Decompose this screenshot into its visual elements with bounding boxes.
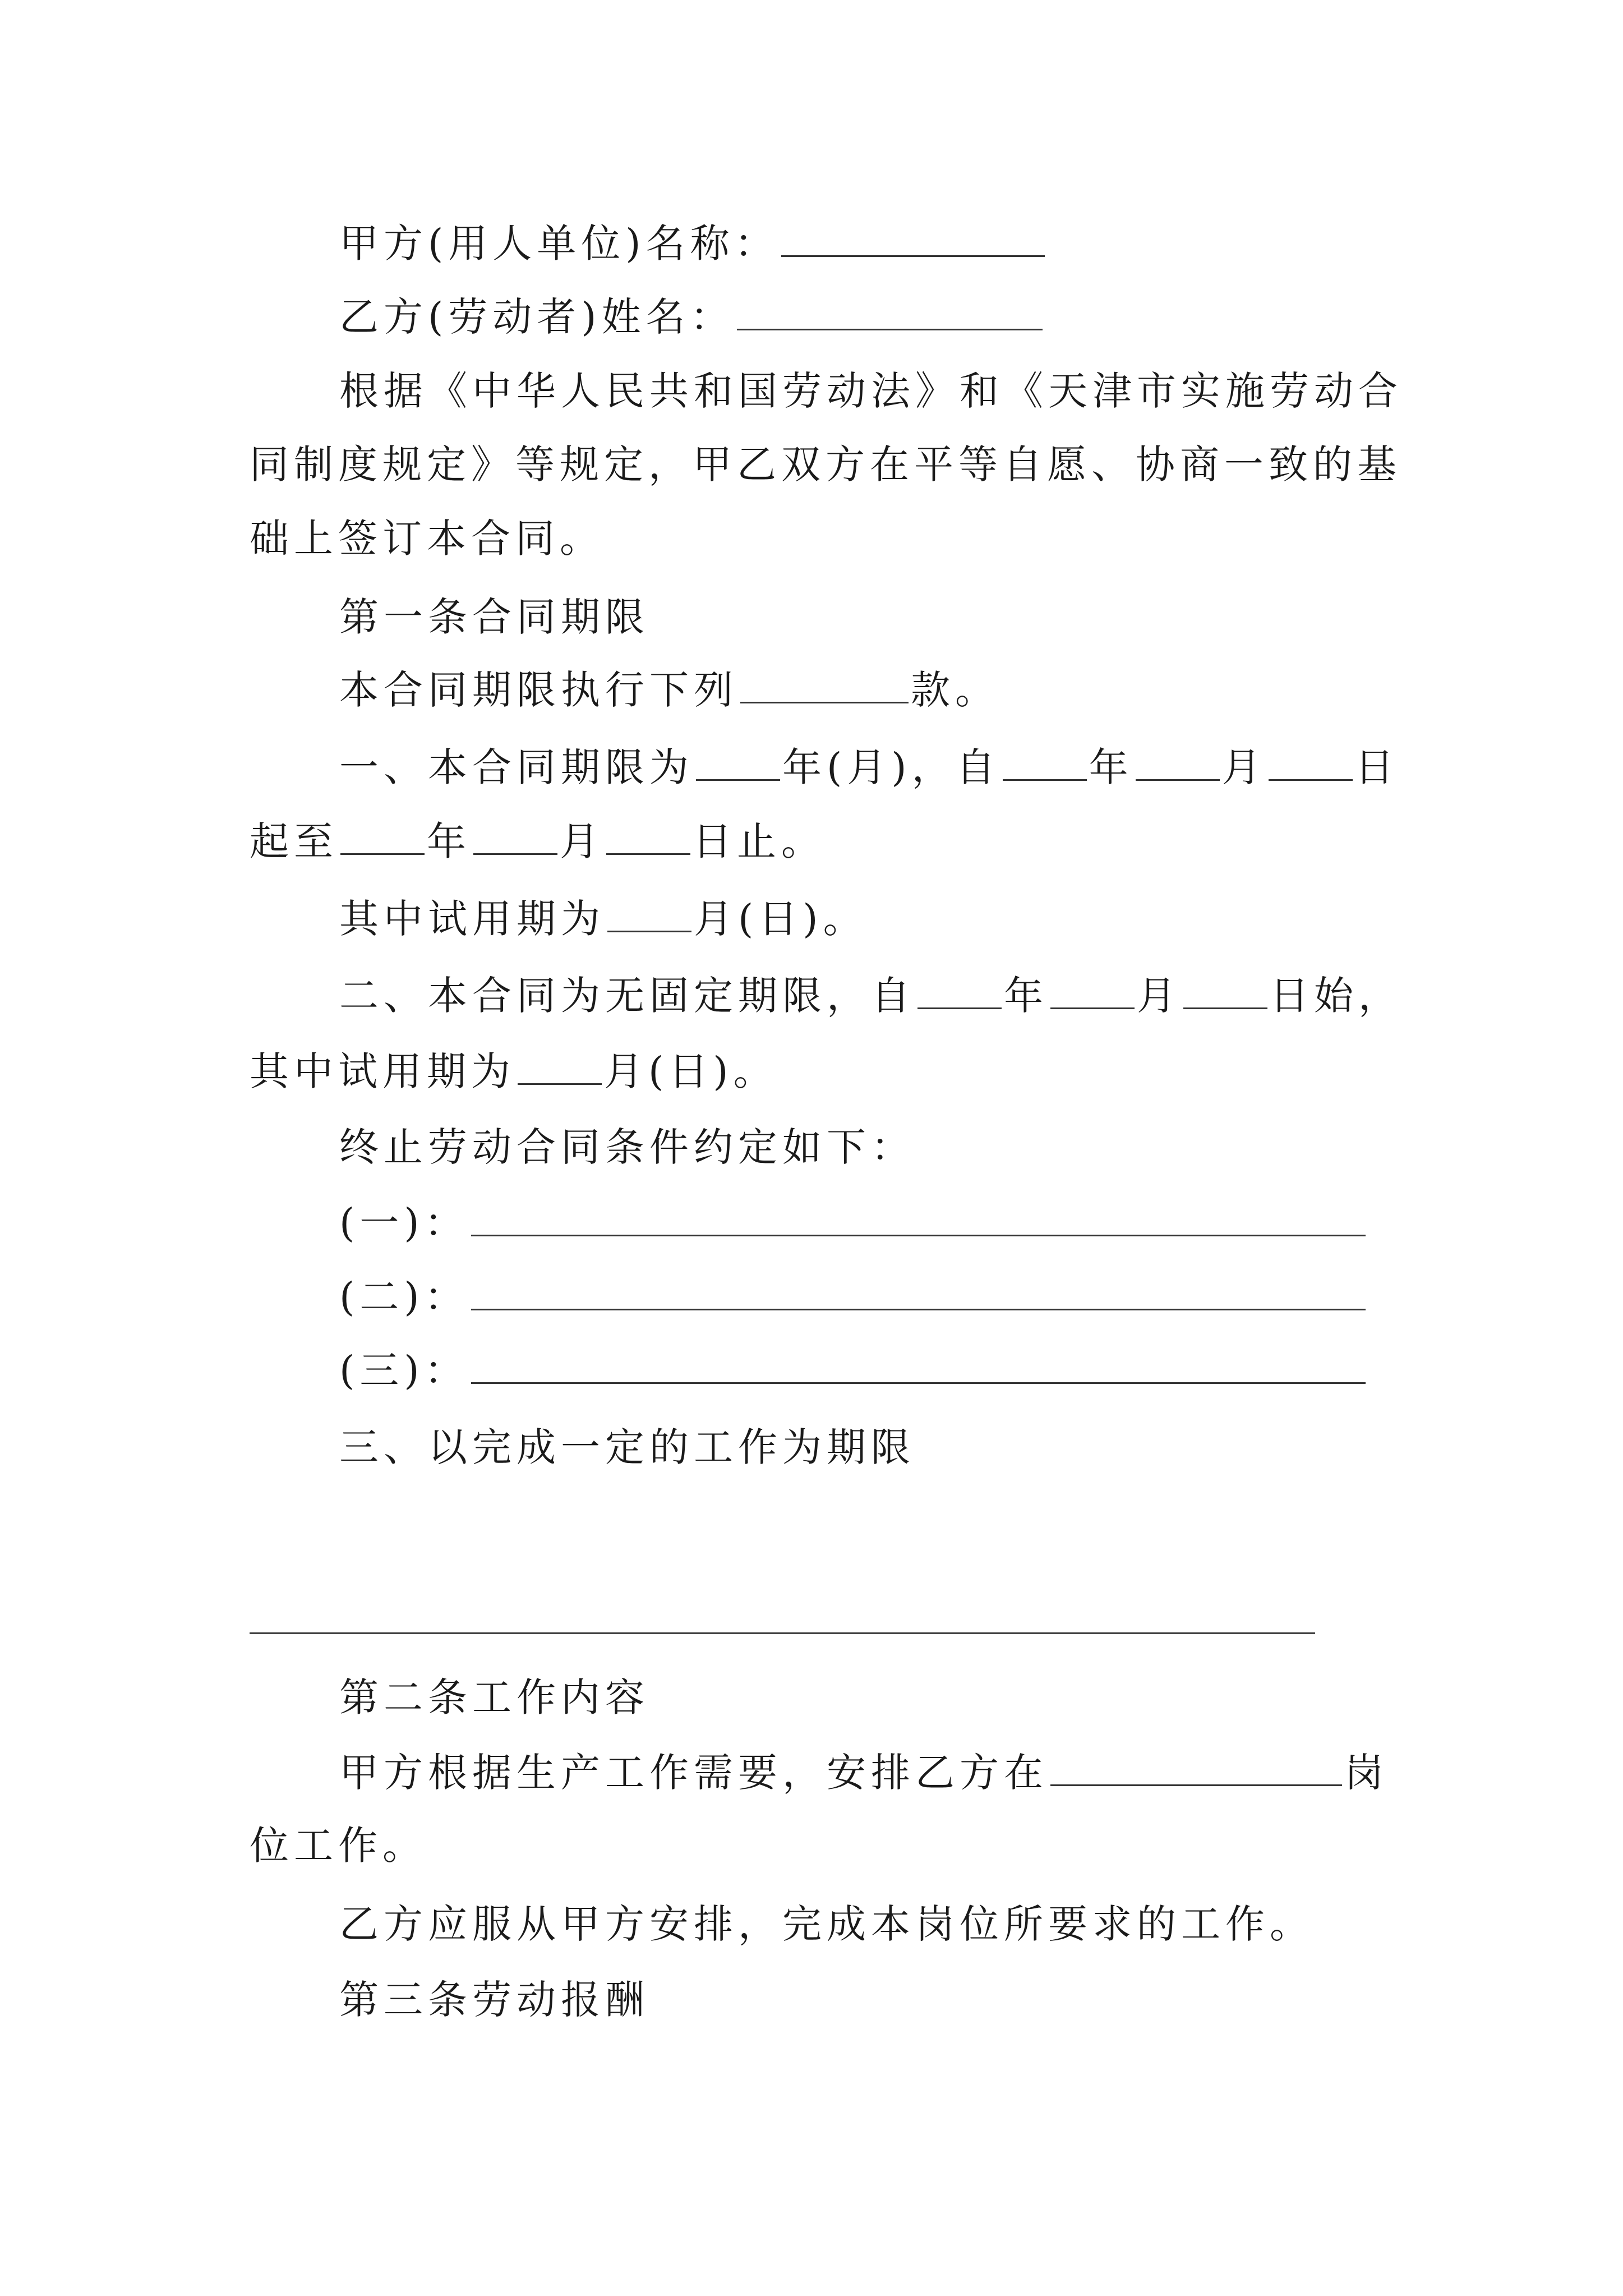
opt2-year-blank[interactable] <box>917 972 1002 1009</box>
probation-line <box>339 891 868 947</box>
opt2-probation-blank[interactable] <box>518 1047 602 1085</box>
opt1-text-3: 年 <box>1089 744 1133 790</box>
term-exec-pre: 本合同期限执行下列 <box>339 667 738 713</box>
work-content-line-3: 乙方应服从甲方安排，完成本岗位所要求的工作。 <box>339 1901 1314 1947</box>
opt1-start-year-blank[interactable] <box>1003 743 1087 781</box>
termination-item-1-label: (一)： <box>339 1200 469 1246</box>
opt1-text-4: 月 <box>1221 744 1266 790</box>
opt2-text-4: 日始， <box>1270 973 1403 1019</box>
party-a-blank[interactable] <box>781 219 1045 257</box>
opt2-text-3: 月 <box>1137 973 1181 1019</box>
opt2-month-blank[interactable] <box>1050 972 1135 1009</box>
party-b-blank[interactable] <box>737 293 1043 330</box>
term-exec-post: 款。 <box>911 667 999 713</box>
probation-post: 月(日)。 <box>694 896 868 942</box>
opt1-term-blank[interactable] <box>696 743 780 781</box>
probation-pre: 其中试用期为 <box>339 896 605 942</box>
opt1-text-1: 一、本合同期限为 <box>339 744 694 790</box>
party-a-line <box>339 215 1047 272</box>
preamble-line-3: 础上签订本合同。 <box>250 516 604 562</box>
termination-item-2-blank[interactable] <box>471 1273 1366 1310</box>
opt2-text-2: 年 <box>1004 973 1048 1019</box>
term-exec-line <box>339 662 999 718</box>
termination-item-2 <box>339 1269 1368 1325</box>
term-exec-blank[interactable] <box>740 666 909 703</box>
position-blank[interactable] <box>1050 1749 1342 1786</box>
opt2-day-blank[interactable] <box>1183 972 1267 1009</box>
work-content-line-1 <box>339 1745 1389 1801</box>
termination-item-3-blank[interactable] <box>471 1346 1366 1384</box>
opt1-l2-text-2: 年 <box>427 818 471 864</box>
opt1-text-2: 年(月)，自 <box>782 744 1000 790</box>
article-3-title: 第三条劳动报酬 <box>339 1977 649 2023</box>
termination-item-1 <box>339 1195 1368 1251</box>
work-content-post: 岗 <box>1344 1750 1389 1796</box>
probation-blank[interactable] <box>607 895 691 932</box>
opt2-text-1: 二、本合同为无固定期限，自 <box>339 973 915 1019</box>
opt2-l2-text-1: 其中试用期为 <box>250 1048 515 1094</box>
opt1-l2-text-4: 日止。 <box>693 818 826 864</box>
party-b-label: 乙方(劳动者)姓名： <box>339 294 735 340</box>
opt1-start-day-blank[interactable] <box>1269 743 1353 781</box>
preamble-line-1: 根据《中华人民共和国劳动法》和《天津市实施劳动合 <box>339 368 1403 414</box>
termination-item-3 <box>339 1342 1368 1398</box>
preamble-line-2: 同制度规定》等规定，甲乙双方在平等自愿、协商一致的基 <box>250 441 1401 487</box>
opt1-start-month-blank[interactable] <box>1136 743 1220 781</box>
termination-item-3-label: (三)： <box>339 1347 469 1393</box>
opt1-text-5: 日 <box>1354 744 1399 790</box>
opt1-l2-text-3: 月 <box>560 818 604 864</box>
article-1-title: 第一条合同期限 <box>339 594 649 640</box>
option-3-blank[interactable] <box>250 1632 1315 1634</box>
option-2-line-2 <box>250 1043 778 1099</box>
option-3-line: 三、以完成一定的工作为期限 <box>339 1424 915 1470</box>
work-content-line-2: 位工作。 <box>250 1823 427 1869</box>
termination-label: 终止劳动合同条件约定如下： <box>339 1124 915 1170</box>
option-2-line-1 <box>339 968 1403 1024</box>
termination-item-1-blank[interactable] <box>471 1199 1366 1236</box>
work-content-pre: 甲方根据生产工作需要，安排乙方在 <box>339 1750 1048 1796</box>
opt1-end-day-blank[interactable] <box>606 817 690 855</box>
opt2-l2-text-2: 月(日)。 <box>604 1048 778 1094</box>
party-a-label: 甲方(用人单位)名称： <box>339 220 779 266</box>
option-1-line-2 <box>250 813 826 869</box>
option-1-line-1 <box>339 739 1399 795</box>
article-2-title: 第二条工作内容 <box>339 1674 649 1720</box>
termination-item-2-label: (二)： <box>339 1274 469 1320</box>
opt1-end-month-blank[interactable] <box>473 817 557 855</box>
opt1-end-year-blank[interactable] <box>340 817 425 855</box>
opt1-l2-text-1: 起至 <box>250 818 338 864</box>
party-b-line <box>339 289 1045 345</box>
